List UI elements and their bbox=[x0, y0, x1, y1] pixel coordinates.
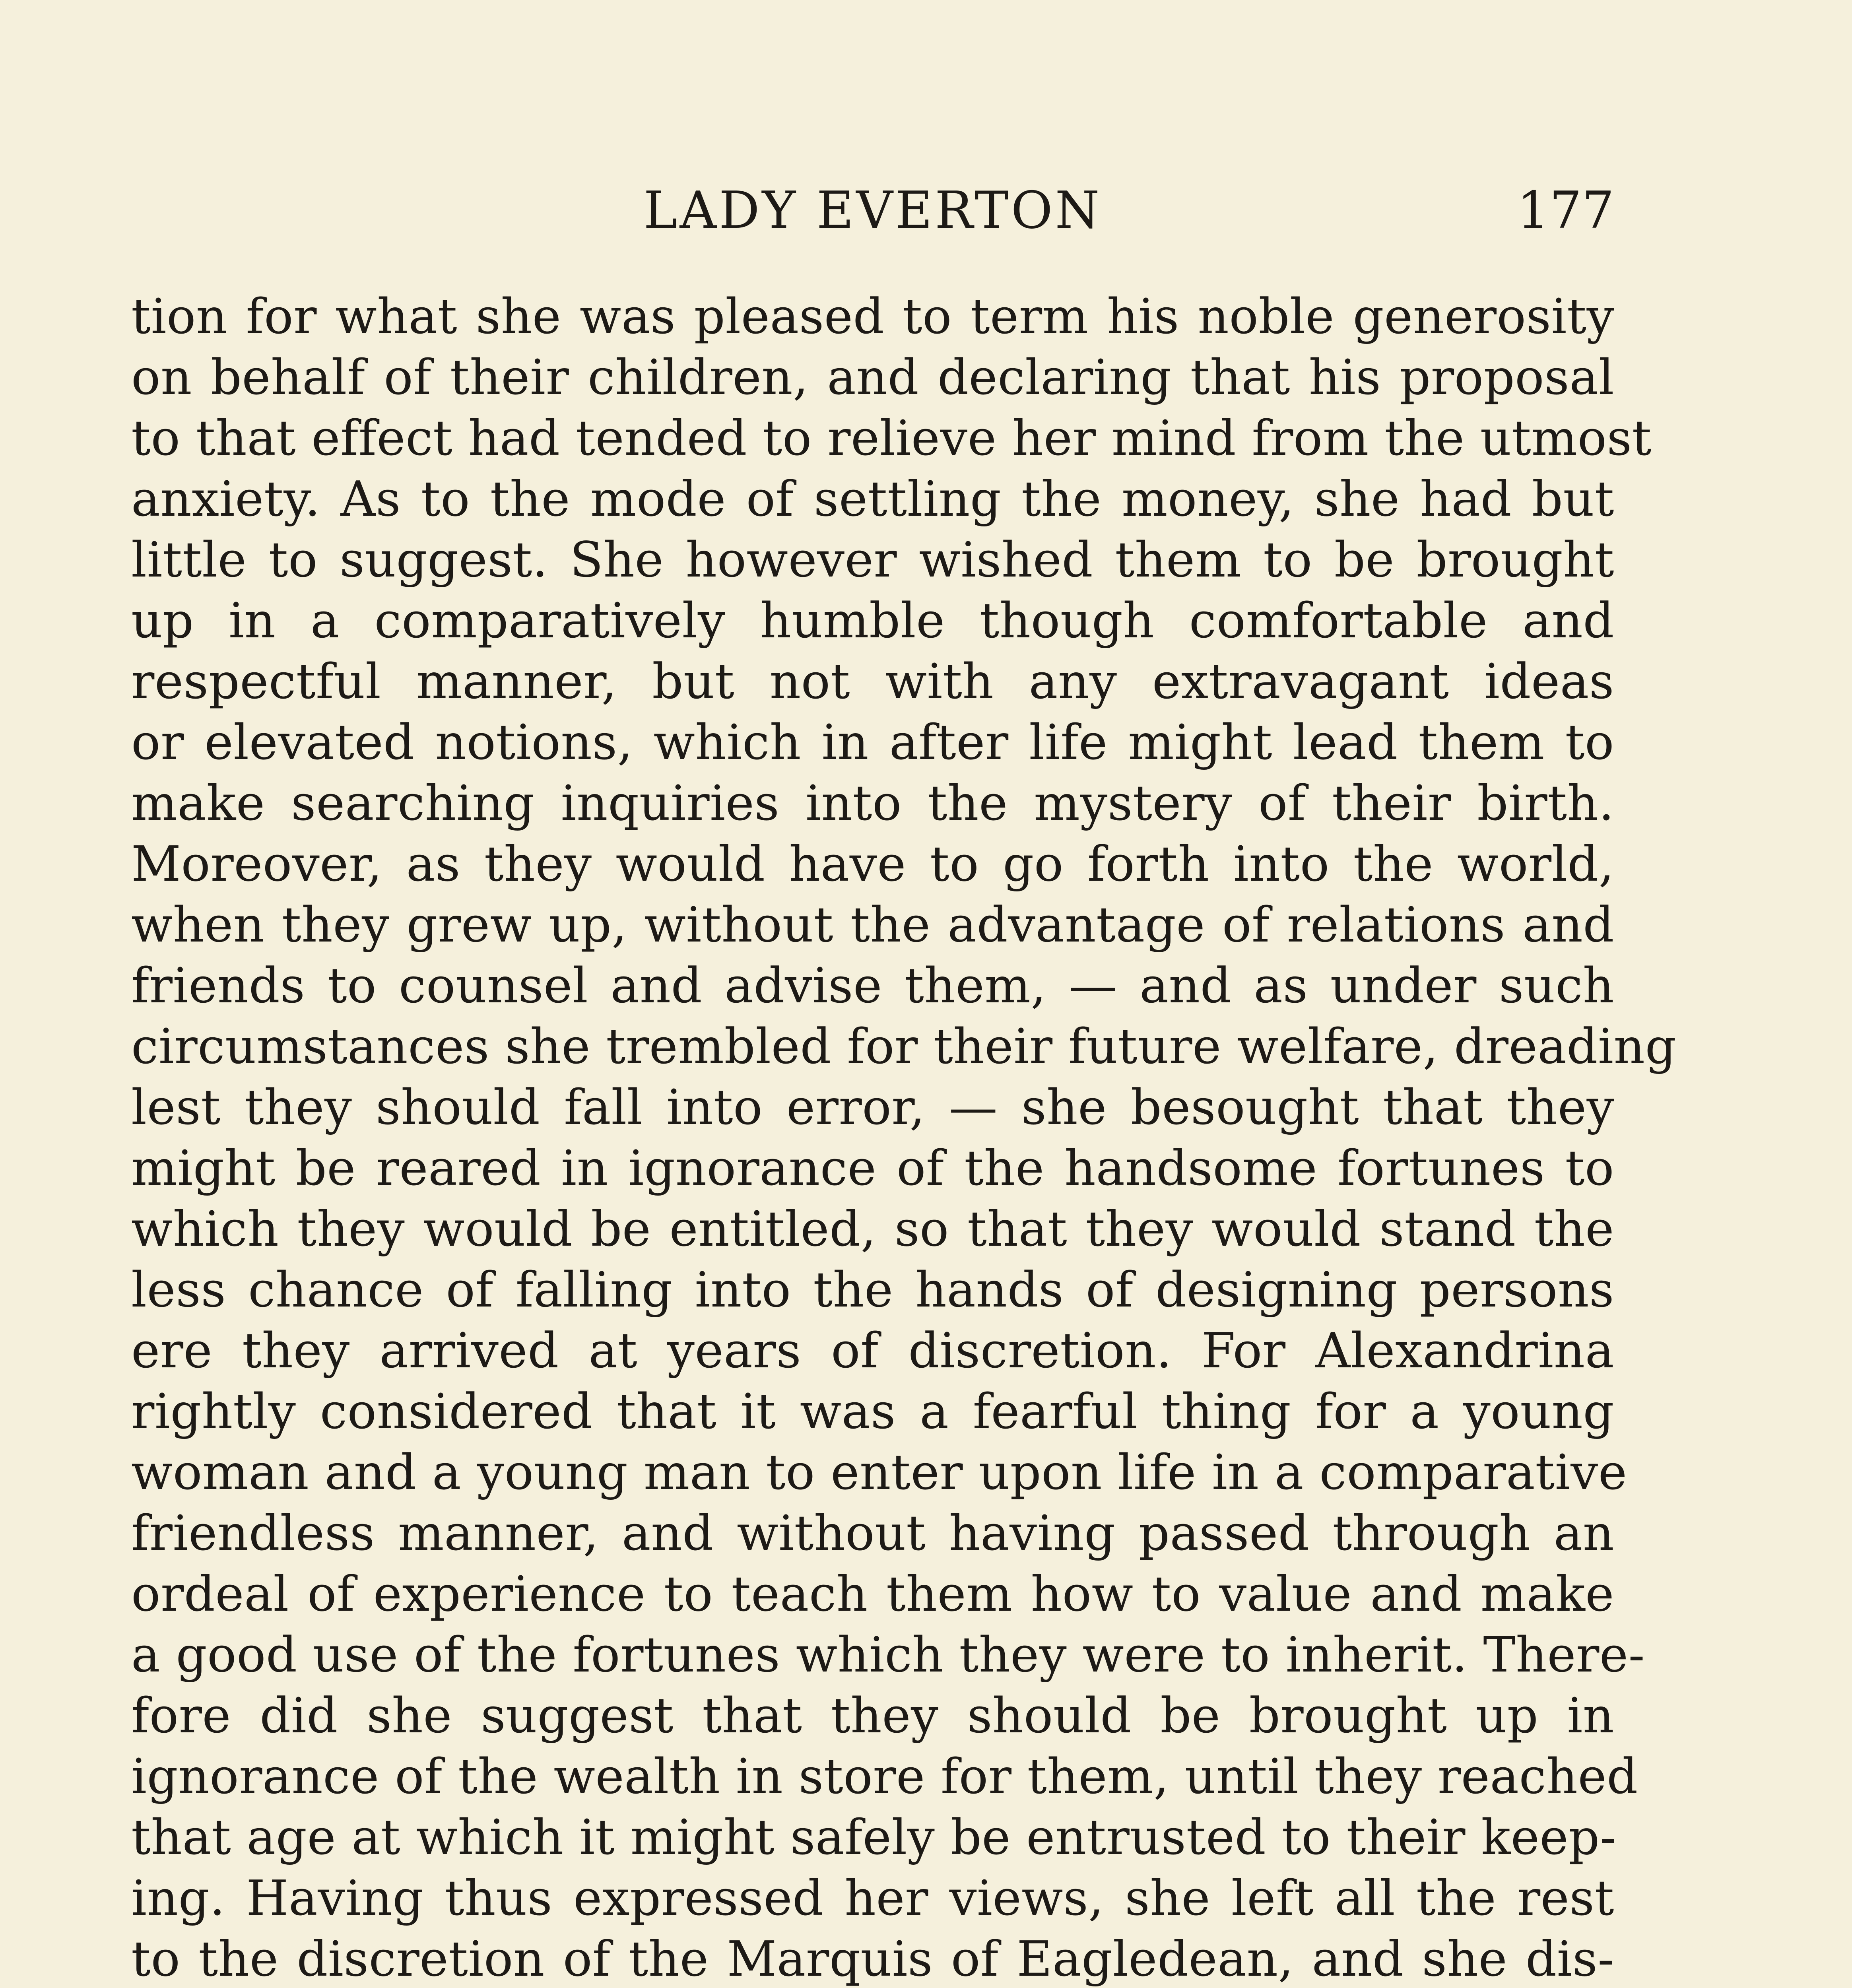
text-line: or elevated notions, which in after life might lead them to bbox=[131, 714, 1614, 771]
page-number: 177 bbox=[1517, 181, 1614, 240]
text-line: less chance of falling into the hands of designing persons bbox=[131, 1262, 1614, 1318]
text-line: little to suggest. She however wished them to be brought bbox=[131, 532, 1614, 588]
text-line: ordeal of experience to teach them how to value and make bbox=[131, 1566, 1614, 1622]
text-line: friendless manner, and without having passed through an bbox=[131, 1505, 1614, 1561]
text-line: ere they arrived at years of discretion. For Alexandrina bbox=[131, 1322, 1614, 1379]
text-line: ing. Having thus expressed her views, she left all the rest bbox=[131, 1870, 1614, 1926]
running-title: LADY EVERTON bbox=[643, 181, 1102, 240]
text-line: rightly considered that it was a fearful thing for a young bbox=[131, 1383, 1614, 1440]
text-line: circumstances she trembled for their future welfare, dreading bbox=[131, 1018, 1677, 1075]
body-text bbox=[131, 286, 1677, 1988]
running-head bbox=[131, 175, 1614, 247]
text-line: that age at which it might safely be entrusted to their keep- bbox=[131, 1809, 1617, 1866]
text-line: Moreover, as they would have to go forth into the world, bbox=[131, 836, 1614, 892]
text-line: might be reared in ignorance of the handsome fortunes to bbox=[131, 1140, 1614, 1196]
text-line: tion for what she was pleased to term his noble generosity bbox=[131, 288, 1614, 345]
text-line: make searching inquiries into the mystery of their birth. bbox=[131, 775, 1614, 831]
text-line: friends to counsel and advise them, — and as under such bbox=[131, 957, 1614, 1014]
text-line: when they grew up, without the advantage of relations and bbox=[131, 897, 1614, 953]
text-line: anxiety. As to the mode of settling the money, she had but bbox=[131, 471, 1614, 527]
text-line: to the discretion of the Marquis of Eagledean, and she dis- bbox=[131, 1931, 1614, 1987]
text-line: which they would be entitled, so that they would stand the bbox=[131, 1201, 1614, 1257]
text-line: respectful manner, but not with any extravagant ideas bbox=[131, 653, 1614, 710]
text-line: lest they should fall into error, — she besought that they bbox=[131, 1079, 1614, 1136]
text-line: fore did she suggest that they should be brought up in bbox=[131, 1687, 1614, 1744]
text-line: woman and a young man to enter upon life in a comparative bbox=[131, 1444, 1627, 1501]
text-line: ignorance of the wealth in store for them, until they reached bbox=[131, 1748, 1638, 1805]
text-line: up in a comparatively humble though comfortable and bbox=[131, 592, 1614, 649]
text-line: to that effect had tended to relieve her mind from the utmost bbox=[131, 410, 1652, 466]
text-line: a good use of the fortunes which they were to inherit. There- bbox=[131, 1627, 1645, 1683]
text-line: on behalf of their children, and declaring that his proposal bbox=[131, 349, 1614, 406]
